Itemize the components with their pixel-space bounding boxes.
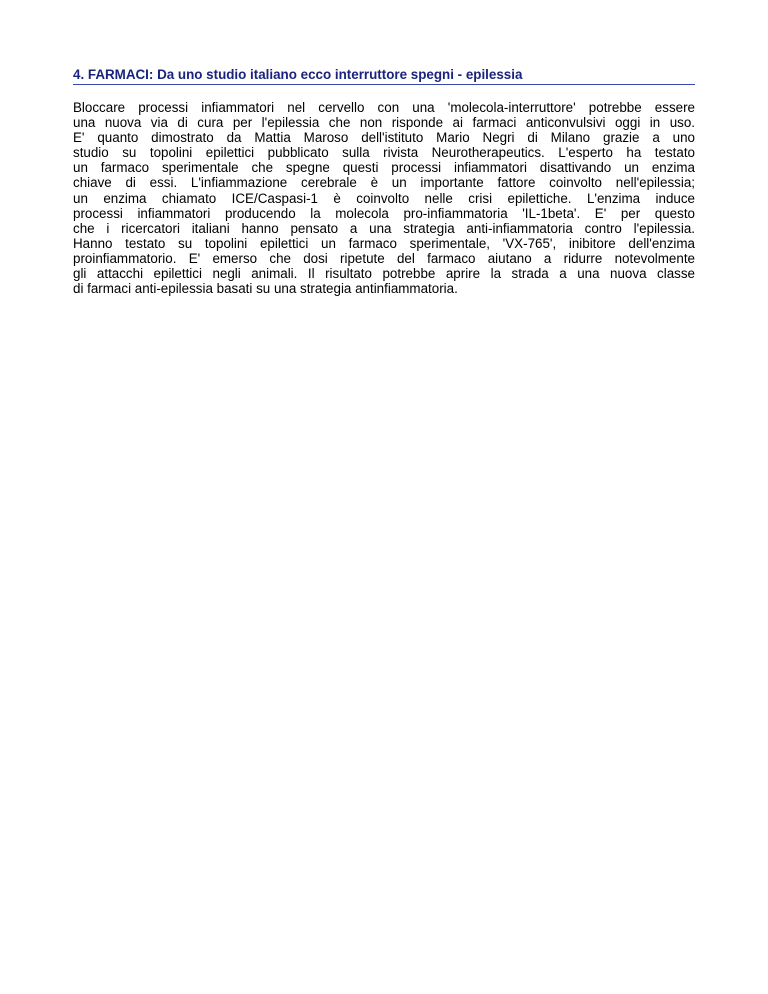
article: [73, 66, 695, 296]
body-line: proinfiammatorio. E' emerso che dosi ripetute del farmaco aiutano a ridurre notevolmente: [73, 250, 695, 266]
body-line: di farmaci anti-epilessia basati su una strategia antinfiammatoria.: [73, 281, 458, 297]
body-line: E' quanto dimostrato da Mattia Maroso dell'istituto Mario Negri di Milano grazie a uno: [73, 130, 695, 146]
body-line: Hanno testato su topolini epilettici un farmaco sperimentale, 'VX-765', inibitore dell'enzima: [73, 235, 695, 251]
article-body: [73, 100, 695, 296]
body-line: che i ricercatori italiani hanno pensato a una strategia anti-infiammatoria contro l'epilessia.: [73, 220, 695, 236]
body-line: un enzima chiamato ICE/Caspasi-1 è coinvolto nelle crisi epilettiche. L'enzima induce: [73, 190, 695, 206]
body-line: Bloccare processi infiammatori nel cervello con una 'molecola-interruttore' potrebbe essere: [73, 100, 695, 115]
body-line: una nuova via di cura per l'epilessia che non risponde ai farmaci anticonvulsivi oggi in uso.: [73, 115, 695, 131]
body-line: studio su topolini epilettici pubblicato sulla rivista Neurotherapeutics. L'esperto ha testato: [73, 145, 695, 161]
body-line: gli attacchi epilettici negli animali. Il risultato potrebbe aprire la strada a una nuova classe: [73, 266, 695, 282]
body-line: processi infiammatori producendo la molecola pro-infiammatoria 'IL-1beta'. E' per questo: [73, 205, 695, 221]
body-line: un farmaco sperimentale che spegne questi processi infiammatori disattivando un enzima: [73, 160, 695, 176]
article-title: 4. FARMACI: Da uno studio italiano ecco interruttore spegni - epilessia: [73, 66, 695, 85]
body-line: chiave di essi. L'infiammazione cerebrale è un importante fattore coinvolto nell'epilessia;: [73, 175, 695, 191]
